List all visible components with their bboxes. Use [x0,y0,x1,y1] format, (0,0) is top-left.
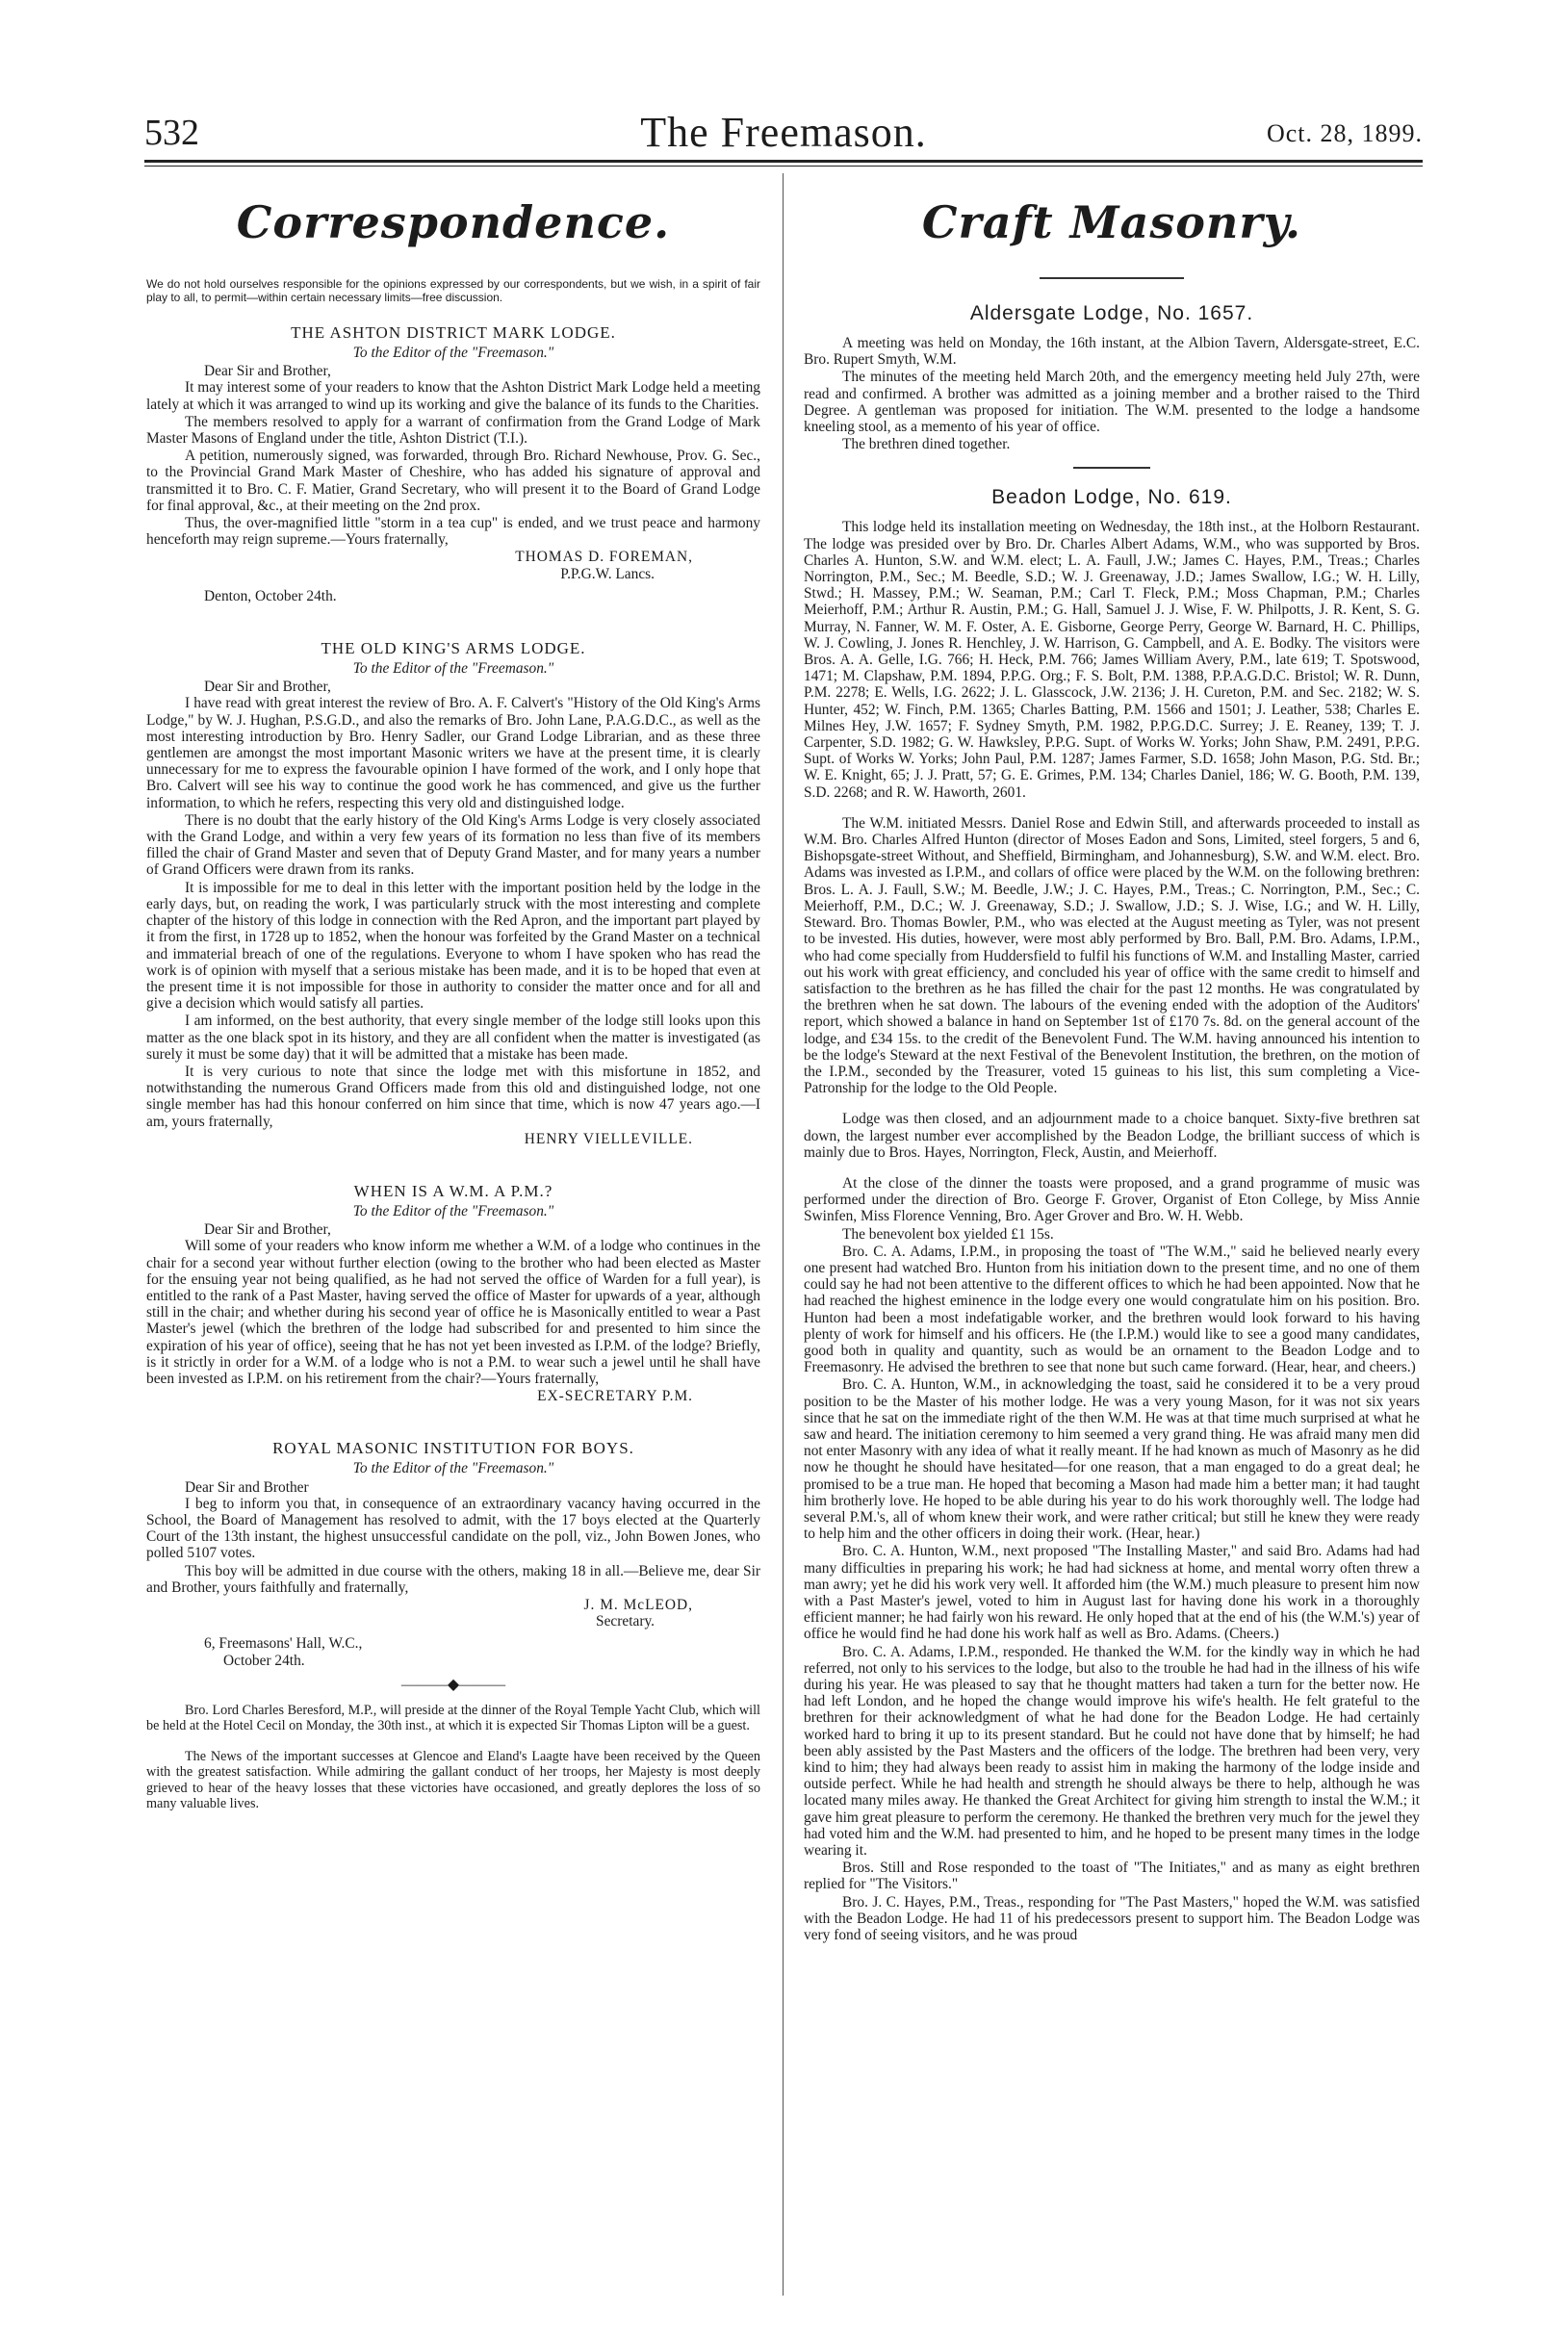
craft-masonry-masthead: Craft Masonry. [921,196,1302,248]
letter-signature: J. M. McLEOD, [583,1597,693,1613]
report-paragraph: Bro. C. A. Adams, I.P.M., in proposing the toast of "The W.M.," said he believed nearly every one present had watched Bro. Hunton from his initiation down to the present time, and no one of them could say he had not been attentive to the different offices to which he had been appointed. Now that he had reached the highest eminence in the lodge every one would congratulate him on his position. Bro. Hunton had been a most indefatigable worker, and the brethren would look forward to his having plenty of work for himself and his officers. He (the I.P.M.) would like to see a good many candidates, good both in quality and quantity, such as would be an ornament to the Beadon Lodge and to Freemasonry. He advised the brethren to see that none but such came forward. (Hear, hear, and cheers.) [804,1243,1420,1376]
letter-ashton [146,323,760,604]
header-rule-thin [144,166,1423,167]
letter-title: ROYAL MASONIC INSTITUTION FOR BOYS. [272,1439,634,1458]
lodge-title: Aldersgate Lodge, No. 1657. [969,302,1254,324]
letter-wm-pm [146,1182,760,1404]
letter-signature: HENRY VIELLEVILLE. [524,1130,693,1147]
report-paragraph: Lodge was then closed, and an adjournment made to a choice banquet. Sixty-five brethren sat down, the largest number ever accomplished by the Beadon Lodge, the brilliant success of which is mainly due to Bros. Hayes, Norrington, Fleck, Austin, and Meierhoff. [804,1111,1420,1161]
column-divider [783,173,784,2296]
letter-to-editor: To the Editor of the "Freemason." [352,1460,554,1477]
report-paragraph: Bro. C. A. Hunton, W.M., next proposed "The Installing Master," and said Bro. Adams had had many difficulties in preparing his work; he had had sickness at home, and mental worry often threw a man awry; yet he did his work very well. It afforded him (the W.M.) much pleasure to present him now with a Past Master's jewel, voted to him in August last for having done his work in a thoroughly efficient manner; he had fairly won his reward. He only hoped that at the end of his (the W.M.'s) year of office he would find he had done his work half as well as Bro. Adams. (Cheers.) [804,1543,1420,1643]
section-ornament: ———◆——— [400,1676,506,1693]
correspondence-masthead: Correspondence. [236,196,671,248]
letter-paragraph: Thus, the over-magnified little "storm in a tea cup" is ended, and we trust peace and harmony henceforth may reign supreme.—Yours fraternally, [146,515,760,549]
letter-royal-masonic-boys [146,1439,760,1668]
letter-old-kings-arms [146,639,760,1147]
letter-paragraph: I have read with great interest the review of Bro. A. F. Calvert's "History of the Old King's Arms Lodge," by W. J. Hughan, P.S.G.D., and also the remarks of Bro. John Lane, P.A.G.D.C., as well as the most interesting introduction by Bro. Henry Sadler, our Grand Lodge Librarian, and as these three gentlemen are amongst the most important Masonic writers we have at the present time, it is clearly unnecessary for me to express the favourable opinion I have formed of the work, and I only hope that Bro. Calvert will see his way to continue the good work he has commenced, and give us the further information, to which he refers, respecting this very old and distinguished lodge. [146,695,760,811]
letter-paragraph: It may interest some of your readers to know that the Ashton District Mark Lodge held a meeting lately at which it was arranged to wind up its working and give the balance of its funds to the Charities. [146,379,760,413]
left-column [146,189,760,1812]
letter-title: THE OLD KING'S ARMS LODGE. [321,639,586,658]
beadon-lodge-report [804,486,1420,1943]
publication-title: The Freemason. [640,109,927,156]
letter-to-editor: To the Editor of the "Freemason." [352,660,554,678]
page-header [144,108,1423,154]
report-paragraph: The benevolent box yielded £1 15s. [842,1225,1054,1243]
report-paragraph: Bro. C. A. Hunton, W.M., in acknowledging the toast, said he considered it to be a very proud position to be the Master of his mother lodge. He was a very young Mason, for it was not six years since that he sat on the immediate right of the then W.M. He was at that time much surprised at what he saw and heard. The initiation ceremony to him seemed a very grand thing. He was afraid many men did not enter Masonry with any idea of what it really meant. If he had known as much of Masonry as he did now he thought he should have hesitated—for one reason, that a man engaged to do a great deal; he promised to be a true man. He hoped that becoming a Mason had made him a better man; it had taught him brotherly love. He hoped to be able during his year to do his work thoroughly well. The lodge had several P.M.'s, all of whom knew their work, and were rather critical; but still he knew they were ready to help him and the other officers in doing their work. (Hear, hear.) [804,1376,1420,1543]
report-paragraph: The brethren dined together. [842,436,1011,453]
letter-paragraph: This boy will be admitted in due course with the others, making 18 in all.—Believe me, dear Sir and Brother, yours faithfully and fraternally, [146,1562,760,1596]
report-paragraph: This lodge held its installation meeting on Wednesday, the 18th inst., at the Holborn Restaurant. The lodge was presided over by Bro. Dr. Charles Albert Adams, W.M., who was supported by Bros. Charles A. Hunton, S.W. and W.M. elect; L. A. Faull, J.W.; James C. Hayes, P.M., Treas.; Charles Norrington, P.M., Sec.; M. Beedle, S.D.; W. J. Greenaway, J.D.; James Swallow, I.G.; W. H. Lilly, Stwd.; H. Massey, P.M.; W. Seaman, P.M.; Carl T. Fleck, P.M.; Moss Chapman, P.M.; Charles Meierhoff, P.M.; Arthur R. Austin, P.M.; G. Hall, Samuel J. J. Wise, F. W. Philpotts, J. R. Kent, S. G. Murray, N. Fanner, W. M. F. Oster, A. E. Gisborne, George Perry, George W. Barnard, H. C. Phillips, W. J. Cowling, J. Jones R. Henchley, J. W. Harrison, G. Campbell, and A. E. Bodky. The visitors were Bros. A. A. Gelle, I.G. 766; H. Heck, P.M. 766; James William Avery, P.M., late 619; T. Spotswood, 1471; M. Clapshaw, P.M. 1894, P.P.G. Org.; F. S. Bolt, P.M. 1388, P.P.A.G.D.C. Bristol; W. R. Dunn, P.M. 2278; E. Wells, I.G. 2622; J. L. Glasscock, J.W. 2136; J. H. Cureton, P.M. and Sec. 2182; W. S. Hunter, 452; W. Finch, P.M. 1365; Charles Batting, P.M. 1566 and 1501; J. Leather, 538; Charles E. Milnes Hey, J.W. 1657; F. Sydney Smyth, P.M. 1982, P.P.G.D.C. Surrey; J. E. Reaney, 139; T. J. Carpenter, S.D. 1982; G. W. Hawksley, P.P.G. Supt. of Works W. Yorks; John Shaw, P.M. 2491, P.P.G. Supt. of Works W. Yorks; John Paul, P.M. 1287; James Farmer, S.D. 1658; John Mason, P.G. Std. Br.; W. E. Knight, 65; J. J. Pratt, 57; G. E. Grimes, P.M. 134; Charles Daniel, 186; W. G. Booth, P.M. 139, S.D. 2268; and R. W. Haworth, 2601. [804,519,1420,801]
report-paragraph: Bros. Still and Rose responded to the toast of "The Initiates," and as many as eight brethren replied for "The Visitors." [804,1860,1420,1893]
issue-date: Oct. 28, 1899. [1266,119,1423,147]
news-notes [146,1703,760,1811]
letter-signature-title: P.P.G.W. Lancs. [560,565,655,582]
section-rule [1073,467,1150,469]
report-paragraph: Bro. C. A. Adams, I.P.M., responded. He thanked the W.M. for the kindly way in which he had referred, not only to his services to the lodge, but also to the trouble he had had in the illness of his wife during his year. He was pleased to say that he thought matters had taken a turn for the better now. He had left London, and he hoped the change would improve his wife's health. He felt grateful to the brethren for their acknowledgment of what he had done for the Beadon Lodge. He had certainly worked hard to bring it up to its present standard. But he could not have done that by himself; he had been ably assisted by the Past Masters and the officers of the lodge. The brethren had been very, very kind to him; they had always been ready to assist him in making the harmony of the lodge inside and outside perfect. While he had health and strength he should always be there to help, although he was located many miles away. He thanked the Great Architect for giving him strength to instal the W.M.; it gave him great pleasure to perform the ceremony. He thanked the brethren very much for the jewel they had voted him and the W.M. had presented to him, and he hoped to be present many times in the lodge wearing it. [804,1643,1420,1860]
letter-salutation: Dear Sir and Brother, [204,1221,331,1239]
header-rule-thick [144,160,1423,163]
letter-place-date: October 24th. [223,1652,305,1669]
letter-salutation: Dear Sir and Brother [185,1478,309,1496]
letter-paragraph: A petition, numerously signed, was forwarded, through Bro. Richard Newhouse, Prov. G. Sec., to the Provincial Grand Mark Master of Cheshire, who has added his signature of approval and transmitted it to Bro. C. F. Matier, Grand Secretary, who will present it to the Board of Grand Lodge for final approval, &c., at their meeting on the 2nd prox. [146,448,760,514]
letter-signature: THOMAS D. FOREMAN, [515,549,693,566]
letter-salutation: Dear Sir and Brother, [204,679,331,696]
letter-signature-title: Secretary. [596,1613,655,1630]
letter-paragraph: I am informed, on the best authority, that every single member of the lodge still looks upon this matter as the one black spot in its history, and they are all confident when the matter is investigated (as surely it must be some day) that it will be admitted that a mistake has been made. [146,1013,760,1063]
letter-signature: EX-SECRETARY P.M. [537,1388,693,1405]
letter-title: WHEN IS A W.M. A P.M.? [353,1181,553,1200]
lodge-title: Beadon Lodge, No. 619. [991,486,1232,509]
right-column [804,189,1420,1944]
letter-title: THE ASHTON DISTRICT MARK LODGE. [291,323,616,342]
report-paragraph: Bro. J. C. Hayes, P.M., Treas., responding for "The Past Masters," hoped the W.M. was satisfied with the Beadon Lodge. He had 11 of his predecessors present to support him. The Beadon Lodge was very fond of seeing visitors, and he was proud [804,1893,1420,1944]
report-paragraph: A meeting was held on Monday, the 16th instant, at the Albion Tavern, Aldersgate-street, E.C. Bro. Rupert Smyth, W.M. [804,335,1420,369]
letter-paragraph: I beg to inform you that, in consequence of an extraordinary vacancy having occurred in the School, the Board of Management has resolved to admit, with the 17 boys elected at the Quarterly Court of the 13th instant, the highest unsuccessful candidate on the poll, viz., John Bowen Jones, who polled 5107 votes. [146,1495,760,1562]
report-paragraph: At the close of the dinner the toasts were proposed, and a grand programme of music was performed under the direction of Bro. George F. Grover, Organist of Eton College, by Miss Annie Swinfen, Miss Florence Venning, Bro. Ager Grover and Bro. W. H. Webb. [804,1174,1420,1225]
letter-place: Denton, October 24th. [204,587,337,604]
letter-salutation: Dear Sir and Brother, [204,363,331,380]
editorial-disclaimer: We do not hold ourselves responsible for the opinions expressed by our correspondents, but we wish, in a spirit of fair play to all, to permit—within certain necessary limits—free discussion. [146,277,760,304]
letter-to-editor: To the Editor of the "Freemason." [352,1202,554,1219]
letter-paragraph: There is no doubt that the early history of the Old King's Arms Lodge is very closely associated with the Grand Lodge, and within a very few years of its formation no less than five of its members filled the chair of Grand Master and seven that of Deputy Grand Master, and for many years a number of Grand Officers were drawn from its ranks. [146,811,760,879]
letter-to-editor: To the Editor of the "Freemason." [352,345,554,361]
letter-paragraph: It is very curious to note that since the lodge met with this misfortune in 1852, and notwithstanding the numerous Grand Officers made from this old and distinguished lodge, not one single member has had this honour conferred on him since that time, which is now 47 years ago.—I am, yours fraternally, [146,1063,760,1130]
page-number: 532 [144,113,199,153]
aldersgate-lodge-report [804,302,1420,452]
letter-place: 6, Freemasons' Hall, W.C., [204,1635,363,1653]
letter-paragraph: The members resolved to apply for a warrant of confirmation from the Grand Lodge of Mark Master Masons of England under the title, Ashton District (T.I.). [146,413,760,448]
report-paragraph: The W.M. initiated Messrs. Daniel Rose and Edwin Still, and afterwards proceeded to install as W.M. Bro. Charles Alfred Hunton (director of Moses Eadon and Sons, Limited, steel forgers, 5 and 6, Bishopsgate-street Without, and Sheffield, Birmingham, and Johannesburg), S.W. and W.M. elect. Bro. Adams was invested as I.P.M., and collars of office were placed by the W.M. on the following brethren: Bros. L. A. J. Faull, S.W.; M. Beedle, J.W.; J. C. Hayes, P.M., Treas.; C. Norrington, P.M., Sec.; C. Meierhoff, P.M., D.C.; W. J. Greenaway, S.D.; J. Swallow, J.D.; S. J. Wise, I.G.; and W. H. Lilly, Steward. Bro. Thomas Bowler, P.M., who was elected at the August meeting as Tyler, was not present to be invested. His duties, however, were most ably performed by Bro. Ball, P.M. Bro. Adams, I.P.M., who had come specially from Huddersfield to fulfil his functions of W.M. and Installing Master, carried out his work with great efficiency, and concluded his year of office with the same credit to himself and satisfaction to the brethren as he has filled the chair for the past 12 months. He was congratulated by the brethren when he sat down. The labours of the evening ended with the adoption of the Auditors' report, which showed a balance in hand on September 1st of £170 7s. 8d. on the general account of the lodge, and £34 15s. to the credit of the Benevolent Fund. The W.M. having announced his intention to be the lodge's Steward at the next Festival of the Benevolent Institution, the brethren, on the motion of the I.P.M., seconded by the Treasurer, voted 15 guineas to his list, this sum completing a Vice-Patronship for the lodge to the Old People. [804,814,1420,1097]
letter-paragraph: Will some of your readers who know inform me whether a W.M. of a lodge who continues in the chair for a second year without further election (owing to the brother who had been elected as Master for the ensuing year not being qualified, as he had not served the office of Warden for a full year), is entitled to the rank of a Past Master, having served the office of Master for upwards of a year, although still in the chair; and whether during his second year of office he is Masonically entitled to wear a Past Master's jewel (which the brethren of the lodge had subscribed for and presented to him since the expiration of his year of office), seeing that he has not yet been invested as I.P.M. of the lodge? Briefly, is it strictly in order for a W.M. of a lodge who is not a P.M. to wear such a jewel until he shall have been invested as I.P.M. on his retirement from the chair?—Yours fraternally, [146,1238,760,1387]
masthead-rule [1040,277,1184,279]
letter-paragraph: It is impossible for me to deal in this letter with the important position held by the lodge in the early days, but, on reading the work, I was particularly struck with the most interesting and complete chapter of the history of this lodge in connection with the Red Apron, and the important part played by it from the first, in 1728 up to 1852, when the honour was forfeited by the Grand Master on a technical and immaterial breach of one of the regulations. Everyone to whom I have spoken who has read the work is of opinion with myself that a serious mistake has been made, and it is to be hoped that even at the present time it is not impossible for those in authority to consider the matter once and for all and give a decision which would satisfy all parties. [146,879,760,1013]
news-note: The News of the important successes at Glencoe and Eland's Laagte have been received by the Queen with the greatest satisfaction. While admiring the gallant conduct of her troops, her Majesty is most deeply grieved to hear of the heavy losses that these victories have occasioned, and greatly deplores the loss of so many valuable lives. [146,1748,760,1812]
news-note: Bro. Lord Charles Beresford, M.P., will preside at the dinner of the Royal Temple Yacht Club, which will be held at the Hotel Cecil on Monday, the 30th inst., at which it is expected Sir Thomas Lipton will be a guest. [146,1703,760,1734]
report-paragraph: The minutes of the meeting held March 20th, and the emergency meeting held July 27th, were read and confirmed. A brother was admitted as a joining member and a brother raised to the Third Degree. A gentleman was proposed for initiation. The W.M. presented to the lodge a handsome kneeling stool, as a memento of his year of office. [804,369,1420,436]
